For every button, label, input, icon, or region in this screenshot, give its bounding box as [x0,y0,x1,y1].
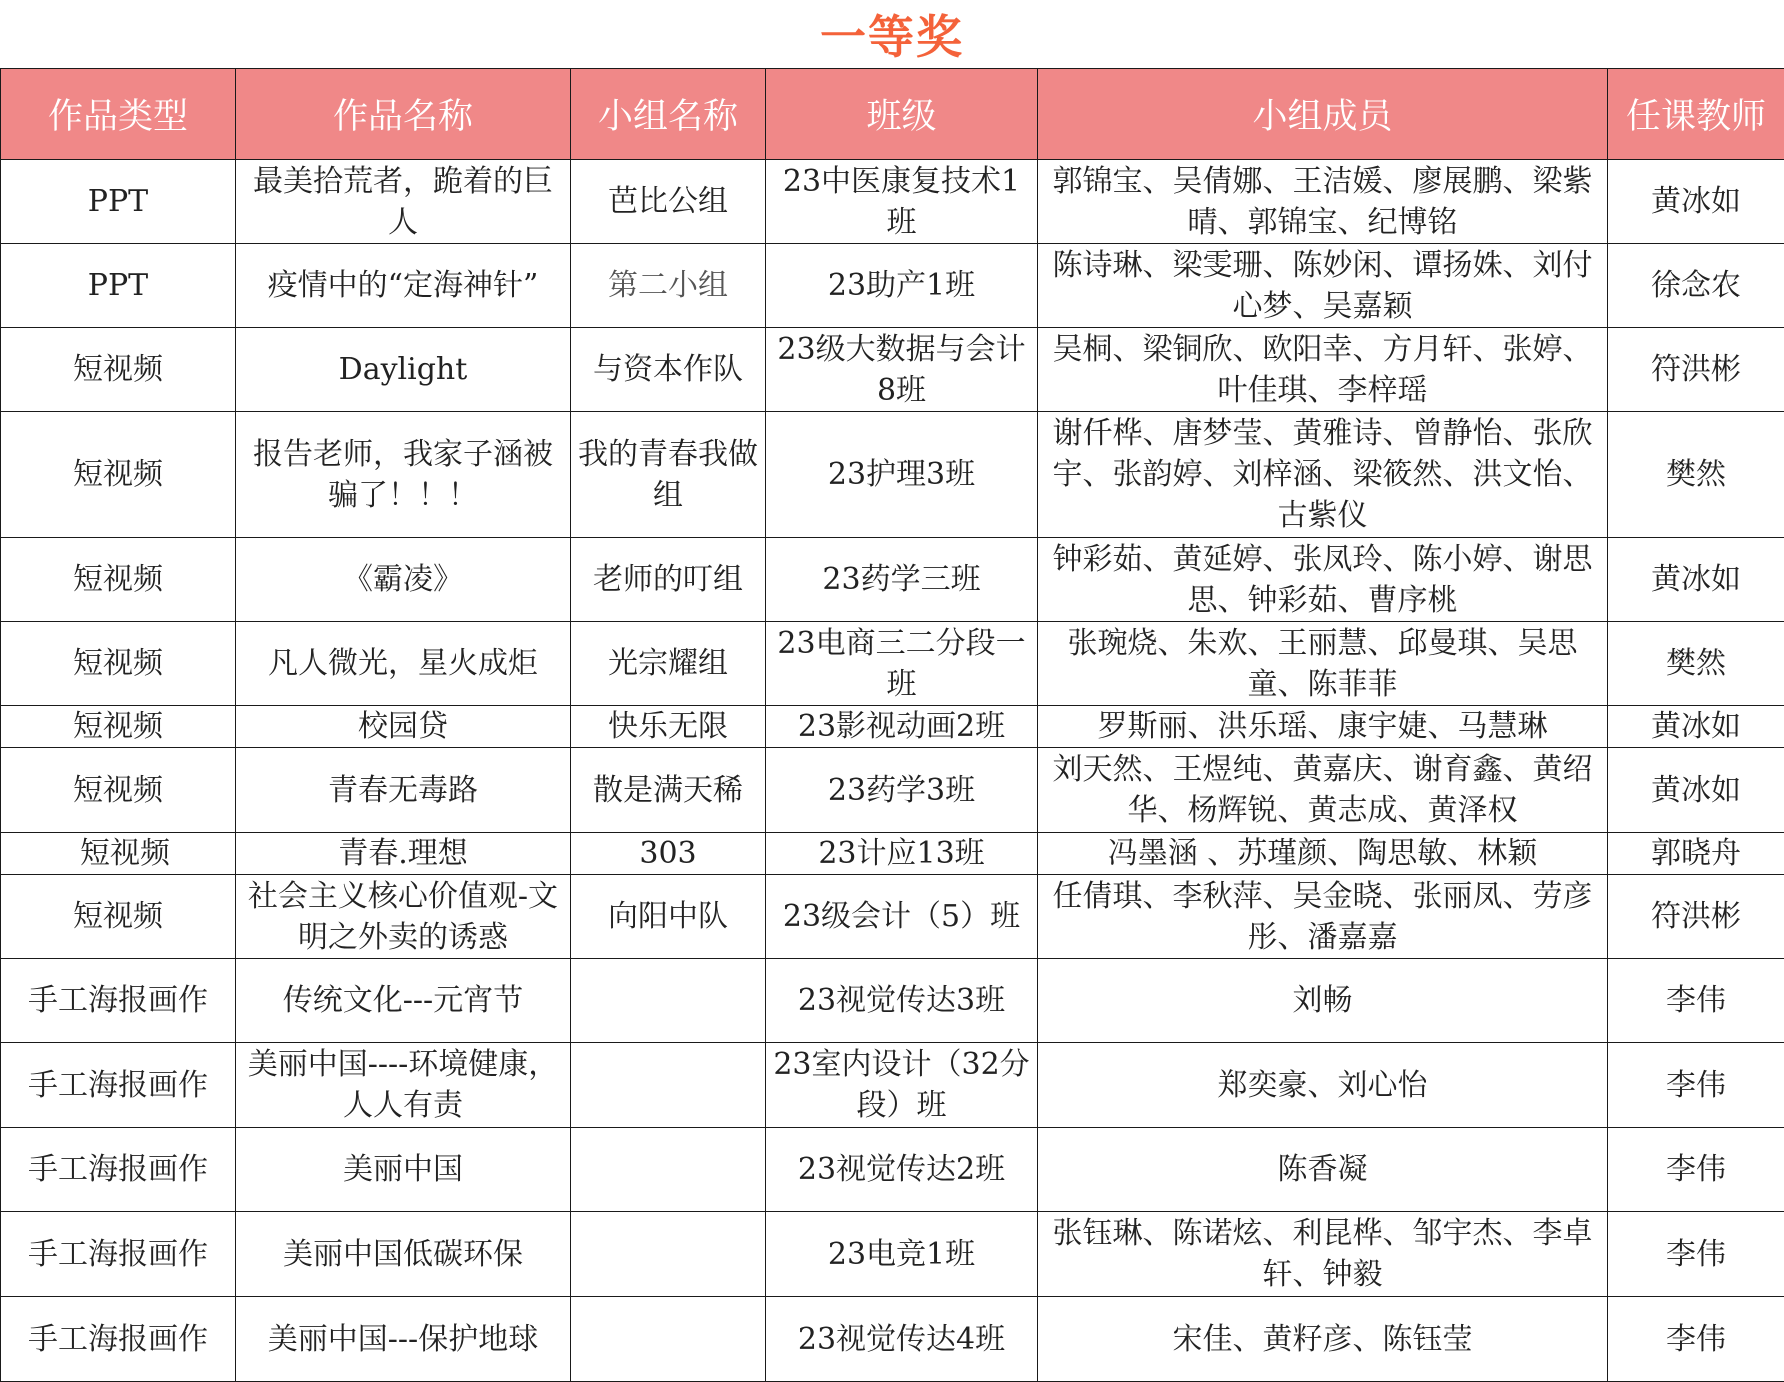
cell-work: 凡人微光，星火成炬 [236,622,571,706]
header-teacher: 任课教师 [1608,69,1784,160]
cell-work: 美丽中国----环境健康，人人有责 [236,1043,571,1128]
cell-work: 美丽中国低碳环保 [236,1212,571,1297]
cell-teacher: 李伟 [1608,1212,1784,1297]
page-title: 一等奖 [0,0,1784,68]
header-members: 小组成员 [1038,69,1608,160]
cell-type: 短视频 [1,412,236,538]
cell-type: 短视频 [1,875,236,959]
cell-work: 校园贷 [236,706,571,748]
cell-work: 美丽中国---保护地球 [236,1297,571,1382]
cell-class: 23药学3班 [766,748,1038,833]
cell-class: 23电竞1班 [766,1212,1038,1297]
cell-group: 老师的叮组 [571,538,766,622]
cell-type: 短视频 [1,538,236,622]
cell-group: 光宗耀组 [571,622,766,706]
cell-group: 303 [571,833,766,875]
cell-members: 张琬烧、朱欢、王丽慧、邱曼琪、吴思童、陈菲菲 [1038,622,1608,706]
cell-teacher: 徐念农 [1608,244,1784,328]
table-row [1,160,1784,244]
cell-group: 芭比公组 [571,160,766,244]
cell-group: 第二小组 [571,244,766,328]
cell-work: Daylight [236,328,571,412]
cell-type: PPT [1,160,236,244]
cell-class: 23室内设计（32分段）班 [766,1043,1038,1128]
cell-class: 23助产1班 [766,244,1038,328]
cell-type: 短视频 [1,748,236,833]
cell-group [571,1212,766,1297]
cell-members: 冯墨涵 、苏瑾颜、陶思敏、林颖 [1038,833,1608,875]
table-row [1,412,1784,538]
cell-class: 23视觉传达2班 [766,1128,1038,1212]
cell-type: 手工海报画作 [1,1212,236,1297]
cell-members: 刘天然、王煜纯、黄嘉庆、谢育鑫、黄绍华、杨辉锐、黄志成、黄泽权 [1038,748,1608,833]
cell-work: 美丽中国 [236,1128,571,1212]
cell-type: 手工海报画作 [1,1043,236,1128]
cell-class: 23中医康复技术1班 [766,160,1038,244]
cell-class: 23视觉传达3班 [766,959,1038,1043]
header-class: 班级 [766,69,1038,160]
cell-group [571,1128,766,1212]
cell-class: 23影视动画2班 [766,706,1038,748]
table-row [1,833,1784,875]
cell-group: 我的青春我做组 [571,412,766,538]
cell-class: 23级会计（5）班 [766,875,1038,959]
cell-type: 短视频 [1,706,236,748]
cell-teacher: 李伟 [1608,1128,1784,1212]
cell-group [571,1297,766,1382]
header-group-name: 小组名称 [571,69,766,160]
header-work-type: 作品类型 [1,69,236,160]
cell-group: 快乐无限 [571,706,766,748]
cell-teacher: 黄冰如 [1608,706,1784,748]
cell-work: 《霸凌》 [236,538,571,622]
cell-teacher: 樊然 [1608,412,1784,538]
cell-teacher: 李伟 [1608,959,1784,1043]
cell-group [571,959,766,1043]
cell-members: 张钰琳、陈诺炫、利昆桦、邹宇杰、李卓轩、钟毅 [1038,1212,1608,1297]
cell-work: 疫情中的“定海神针” [236,244,571,328]
cell-members: 宋佳、黄籽彦、陈钰莹 [1038,1297,1608,1382]
cell-members: 罗斯丽、洪乐瑶、康宇婕、马慧琳 [1038,706,1608,748]
cell-teacher: 李伟 [1608,1297,1784,1382]
cell-type: 短视频 [1,833,236,875]
cell-group: 散是满天稀 [571,748,766,833]
table-row [1,328,1784,412]
cell-work: 报告老师，我家子涵被骗了！！！ [236,412,571,538]
cell-class: 23计应13班 [766,833,1038,875]
table-row [1,706,1784,748]
cell-teacher: 樊然 [1608,622,1784,706]
cell-teacher: 李伟 [1608,1043,1784,1128]
cell-members: 任倩琪、李秋萍、吴金晓、张丽凤、劳彦彤、潘嘉嘉 [1038,875,1608,959]
cell-type: 短视频 [1,622,236,706]
cell-work: 社会主义核心价值观-文明之外卖的诱惑 [236,875,571,959]
cell-work: 青春.理想 [236,833,571,875]
cell-group: 向阳中队 [571,875,766,959]
cell-members: 郭锦宝、吴倩娜、王洁媛、廖展鹏、梁紫晴、郭锦宝、纪博铭 [1038,160,1608,244]
cell-members: 陈诗琳、梁雯珊、陈妙闲、谭扬姝、刘付心梦、吴嘉颖 [1038,244,1608,328]
cell-type: 手工海报画作 [1,1297,236,1382]
cell-members: 钟彩茹、黄延婷、张凤玲、陈小婷、谢思思、钟彩茹、曹序桃 [1038,538,1608,622]
cell-class: 23视觉传达4班 [766,1297,1038,1382]
cell-class: 23电商三二分段一班 [766,622,1038,706]
cell-type: 手工海报画作 [1,959,236,1043]
table-row [1,875,1784,959]
cell-group: 与资本作队 [571,328,766,412]
table-row [1,748,1784,833]
table-row [1,538,1784,622]
cell-teacher: 黄冰如 [1608,160,1784,244]
cell-class: 23药学三班 [766,538,1038,622]
cell-members: 陈香凝 [1038,1128,1608,1212]
cell-work: 最美拾荒者，跪着的巨人 [236,160,571,244]
cell-teacher: 符洪彬 [1608,875,1784,959]
cell-teacher: 黄冰如 [1608,748,1784,833]
cell-work: 青春无毒路 [236,748,571,833]
cell-type: PPT [1,244,236,328]
table-row [1,622,1784,706]
table-row [1,1043,1784,1128]
cell-class: 23级大数据与会计8班 [766,328,1038,412]
cell-members: 郑奕豪、刘心怡 [1038,1043,1608,1128]
cell-work: 传统文化---元宵节 [236,959,571,1043]
cell-group [571,1043,766,1128]
cell-class: 23护理3班 [766,412,1038,538]
table-row [1,959,1784,1043]
cell-members: 刘畅 [1038,959,1608,1043]
cell-teacher: 黄冰如 [1608,538,1784,622]
cell-members: 吴桐、梁铜欣、欧阳幸、方月轩、张婷、叶佳琪、李梓瑶 [1038,328,1608,412]
header-row [1,69,1784,160]
header-work-name: 作品名称 [236,69,571,160]
cell-teacher: 符洪彬 [1608,328,1784,412]
table-row [1,1212,1784,1297]
cell-teacher: 郭晓舟 [1608,833,1784,875]
table-row [1,244,1784,328]
table-row [1,1128,1784,1212]
cell-type: 短视频 [1,328,236,412]
table-row [1,1297,1784,1382]
cell-type: 手工海报画作 [1,1128,236,1212]
awards-table [0,68,1784,1382]
cell-members: 谢仟桦、唐梦莹、黄雅诗、曾静怡、张欣宇、张韵婷、刘梓涵、梁筱然、洪文怡、古紫仪 [1038,412,1608,538]
